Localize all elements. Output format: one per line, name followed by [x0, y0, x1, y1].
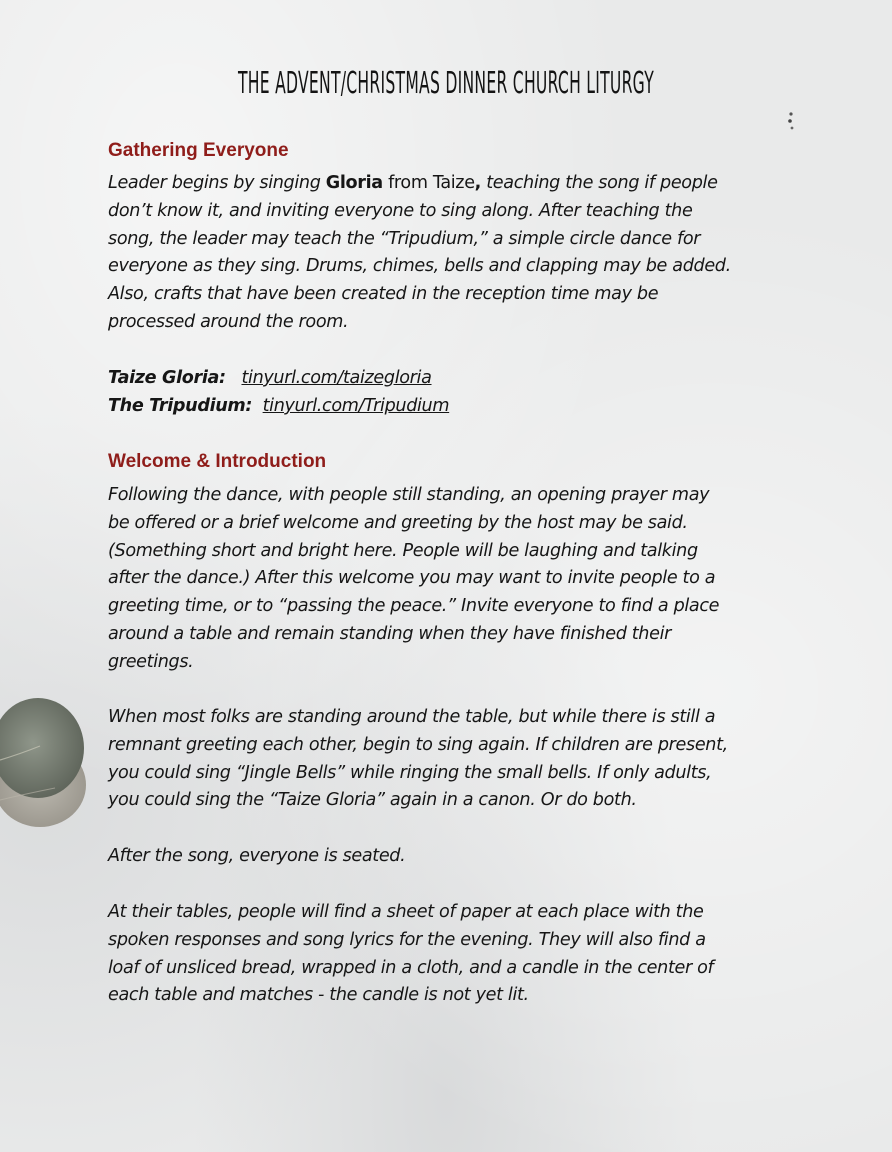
gathering-line-4: everyone as they sing. Drums, chimes, bells and clapping may be added. — [108, 256, 731, 277]
taize-gloria-link-row — [108, 365, 432, 393]
gloria-emphasis: Gloria — [325, 173, 383, 193]
welcome-p4-line: At their tables, people will find a sheet of paper at each place with the — [108, 902, 704, 922]
gathering-line-2: don’t know it, and inviting everyone to sing along. After teaching the — [108, 200, 693, 221]
gathering-line-6: processed around the room. — [108, 311, 349, 332]
welcome-p1-line: greeting time, or to “passing the peace.” Invite everyone to find a place — [108, 596, 720, 617]
gathering-paragraph — [108, 170, 798, 337]
welcome-p2-line: When most folks are standing around the table, but while there is still a — [108, 707, 716, 727]
welcome-p4-line: loaf of unsliced bread, wrapped in a cloth, and a candle in the center of — [108, 957, 714, 978]
welcome-p1-line: after the dance.) After this welcome you may want to invite people to a — [108, 568, 716, 589]
welcome-p3-line: After the song, everyone is seated. — [108, 846, 406, 866]
section-heading-welcome: Welcome & Introduction — [108, 451, 327, 472]
welcome-p1-line: greetings. — [108, 651, 194, 672]
gathering-line-5: Also, crafts that have been created in the reception time may be — [108, 284, 659, 305]
gathering-line-3: song, the leader may teach the “Tripudium,” a simple circle dance for — [108, 228, 701, 249]
section-heading-gathering: Gathering Everyone — [108, 140, 289, 161]
welcome-p1-line: be offered or a brief welcome and greeting by the host may be said. — [108, 512, 688, 533]
welcome-p1-line: (Something short and bright here. People will be laughing and talking — [108, 540, 698, 561]
tripudium-link-row — [108, 393, 449, 421]
welcome-p2-line: remnant greeting each other, begin to sing again. If children are present, — [108, 734, 728, 755]
welcome-p4-line: spoken responses and song lyrics for the evening. They will also find a — [108, 929, 706, 950]
welcome-p1-line: Following the dance, with people still standing, an opening prayer may — [108, 485, 710, 505]
taize-gloria-link[interactable]: tinyurl.com/taizegloria — [241, 368, 432, 388]
taize-gloria-label: Taize Gloria: — [108, 368, 226, 388]
welcome-paragraph-1 — [108, 482, 798, 677]
welcome-paragraph-4 — [108, 899, 798, 1010]
tripudium-label: The Tripudium: — [108, 396, 253, 416]
tripudium-link[interactable]: tinyurl.com/Tripudium — [262, 396, 450, 416]
eucalyptus-leaf-icon — [0, 690, 95, 840]
gathering-line-1: Leader begins by singing Gloria from Taize, teaching the song if people — [108, 173, 718, 193]
page-title: THE ADVENT/CHRISTMAS DINNER CHURCH LITURGY — [237, 66, 655, 101]
welcome-paragraph-3 — [108, 843, 798, 871]
welcome-paragraph-2 — [108, 704, 798, 815]
welcome-p2-line: you could sing the “Taize Gloria” again in a canon. Or do both. — [108, 790, 637, 811]
paper-speck-icon — [786, 110, 796, 134]
welcome-p1-line: around a table and remain standing when they have finished their — [108, 623, 671, 644]
welcome-p2-line: you could sing “Jingle Bells” while ringing the small bells. If only adults, — [108, 762, 712, 783]
welcome-p4-line: each table and matches - the candle is not yet lit. — [108, 985, 529, 1006]
